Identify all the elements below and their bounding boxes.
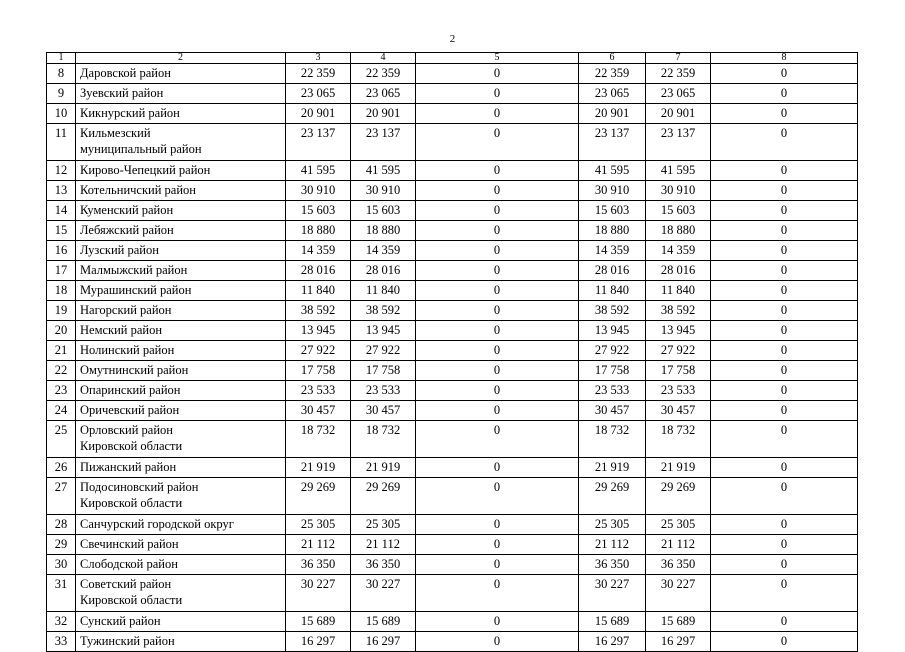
row-number-cell: 20 [47,321,76,341]
value-cell-col3: 23 137 [286,124,351,161]
value-cell-col8: 0 [711,104,858,124]
table-row [47,612,858,632]
row-number-cell: 27 [47,478,76,515]
value-cell-col7: 14 359 [646,241,711,261]
value-cell-col5: 0 [416,201,579,221]
value-cell-col5: 0 [416,124,579,161]
value-cell-col7: 11 840 [646,281,711,301]
table-row [47,632,858,652]
column-header: 1 [47,53,76,64]
value-cell-col8: 0 [711,515,858,535]
value-cell-col6: 30 227 [579,575,646,612]
value-cell-col8: 0 [711,64,858,84]
value-cell-col4: 14 359 [351,241,416,261]
value-cell-col3: 16 297 [286,632,351,652]
table-row [47,301,858,321]
value-cell-col8: 0 [711,535,858,555]
value-cell-col8: 0 [711,632,858,652]
district-name-cell: Санчурский городской округ [76,515,286,535]
column-header: 4 [351,53,416,64]
district-name-cell: Зуевский район [76,84,286,104]
value-cell-col6: 38 592 [579,301,646,321]
value-cell-col6: 25 305 [579,515,646,535]
table-row [47,201,858,221]
value-cell-col8: 0 [711,341,858,361]
district-name-cell: Советский район Кировской области [76,575,286,612]
value-cell-col3: 17 758 [286,361,351,381]
table-row [47,515,858,535]
district-name-cell: Даровской район [76,64,286,84]
row-number-cell: 21 [47,341,76,361]
district-name-cell: Опаринский район [76,381,286,401]
value-cell-col8: 0 [711,575,858,612]
district-name-cell: Кирово-Чепецкий район [76,161,286,181]
value-cell-col4: 15 603 [351,201,416,221]
value-cell-col4: 13 945 [351,321,416,341]
value-cell-col3: 23 065 [286,84,351,104]
column-header: 3 [286,53,351,64]
value-cell-col6: 17 758 [579,361,646,381]
value-cell-col8: 0 [711,478,858,515]
value-cell-col5: 0 [416,401,579,421]
value-cell-col5: 0 [416,321,579,341]
value-cell-col3: 11 840 [286,281,351,301]
row-number-cell: 28 [47,515,76,535]
column-header: 6 [579,53,646,64]
value-cell-col6: 30 457 [579,401,646,421]
value-cell-col5: 0 [416,301,579,321]
value-cell-col6: 21 919 [579,458,646,478]
value-cell-col5: 0 [416,478,579,515]
value-cell-col3: 28 016 [286,261,351,281]
value-cell-col3: 38 592 [286,301,351,321]
value-cell-col5: 0 [416,64,579,84]
value-cell-col8: 0 [711,612,858,632]
value-cell-col6: 22 359 [579,64,646,84]
row-number-cell: 29 [47,535,76,555]
value-cell-col6: 14 359 [579,241,646,261]
row-number-cell: 19 [47,301,76,321]
value-cell-col4: 21 919 [351,458,416,478]
table-row [47,321,858,341]
value-cell-col7: 22 359 [646,64,711,84]
value-cell-col3: 15 603 [286,201,351,221]
column-header: 8 [711,53,858,64]
value-cell-col5: 0 [416,341,579,361]
table-row [47,241,858,261]
value-cell-col7: 30 910 [646,181,711,201]
value-cell-col4: 23 065 [351,84,416,104]
value-cell-col5: 0 [416,421,579,458]
table-row [47,181,858,201]
value-cell-col3: 18 732 [286,421,351,458]
value-cell-col3: 21 112 [286,535,351,555]
page-number: 2 [449,33,456,45]
value-cell-col5: 0 [416,555,579,575]
table-row [47,478,858,515]
row-number-cell: 12 [47,161,76,181]
table-row [47,64,858,84]
value-cell-col8: 0 [711,161,858,181]
value-cell-col6: 27 922 [579,341,646,361]
value-cell-col4: 23 137 [351,124,416,161]
row-number-cell: 25 [47,421,76,458]
value-cell-col6: 21 112 [579,535,646,555]
allocation-table [46,52,858,652]
table-body [47,53,858,652]
table-row [47,341,858,361]
value-cell-col8: 0 [711,361,858,381]
row-number-cell: 14 [47,201,76,221]
value-cell-col3: 13 945 [286,321,351,341]
value-cell-col3: 21 919 [286,458,351,478]
value-cell-col3: 29 269 [286,478,351,515]
district-name-cell: Кикнурский район [76,104,286,124]
value-cell-col8: 0 [711,241,858,261]
value-cell-col6: 15 689 [579,612,646,632]
column-header: 7 [646,53,711,64]
row-number-cell: 13 [47,181,76,201]
value-cell-col7: 15 603 [646,201,711,221]
row-number-cell: 8 [47,64,76,84]
district-name-cell: Оричевский район [76,401,286,421]
table-row [47,124,858,161]
district-name-cell: Пижанский район [76,458,286,478]
table-row [47,421,858,458]
value-cell-col5: 0 [416,535,579,555]
table-row [47,401,858,421]
value-cell-col4: 18 732 [351,421,416,458]
value-cell-col7: 21 112 [646,535,711,555]
value-cell-col7: 23 065 [646,84,711,104]
value-cell-col8: 0 [711,555,858,575]
value-cell-col7: 30 457 [646,401,711,421]
value-cell-col7: 21 919 [646,458,711,478]
value-cell-col4: 38 592 [351,301,416,321]
value-cell-col5: 0 [416,458,579,478]
value-cell-col3: 30 910 [286,181,351,201]
value-cell-col3: 23 533 [286,381,351,401]
value-cell-col4: 11 840 [351,281,416,301]
value-cell-col6: 18 880 [579,221,646,241]
value-cell-col4: 23 533 [351,381,416,401]
value-cell-col7: 38 592 [646,301,711,321]
value-cell-col7: 30 227 [646,575,711,612]
value-cell-col8: 0 [711,181,858,201]
district-name-cell: Нагорский район [76,301,286,321]
value-cell-col7: 18 732 [646,421,711,458]
row-number-cell: 16 [47,241,76,261]
value-cell-col8: 0 [711,84,858,104]
value-cell-col4: 17 758 [351,361,416,381]
table-row [47,261,858,281]
value-cell-col3: 30 457 [286,401,351,421]
value-cell-col8: 0 [711,281,858,301]
district-name-cell: Тужинский район [76,632,286,652]
value-cell-col6: 36 350 [579,555,646,575]
value-cell-col3: 36 350 [286,555,351,575]
district-name-cell: Куменский район [76,201,286,221]
district-name-cell: Малмыжский район [76,261,286,281]
row-number-cell: 18 [47,281,76,301]
value-cell-col5: 0 [416,261,579,281]
district-name-cell: Кильмезский муниципальный район [76,124,286,161]
value-cell-col4: 22 359 [351,64,416,84]
value-cell-col5: 0 [416,361,579,381]
value-cell-col5: 0 [416,632,579,652]
value-cell-col8: 0 [711,301,858,321]
column-header-row [47,53,858,64]
value-cell-col8: 0 [711,381,858,401]
row-number-cell: 26 [47,458,76,478]
value-cell-col6: 11 840 [579,281,646,301]
value-cell-col4: 21 112 [351,535,416,555]
value-cell-col3: 15 689 [286,612,351,632]
value-cell-col5: 0 [416,381,579,401]
table-row [47,161,858,181]
value-cell-col6: 16 297 [579,632,646,652]
district-name-cell: Подосиновский район Кировской области [76,478,286,515]
value-cell-col8: 0 [711,261,858,281]
value-cell-col5: 0 [416,241,579,261]
column-header: 2 [76,53,286,64]
value-cell-col7: 13 945 [646,321,711,341]
value-cell-col5: 0 [416,181,579,201]
value-cell-col3: 18 880 [286,221,351,241]
value-cell-col8: 0 [711,401,858,421]
row-number-cell: 32 [47,612,76,632]
value-cell-col7: 29 269 [646,478,711,515]
value-cell-col8: 0 [711,421,858,458]
value-cell-col7: 18 880 [646,221,711,241]
value-cell-col6: 30 910 [579,181,646,201]
value-cell-col3: 22 359 [286,64,351,84]
value-cell-col8: 0 [711,124,858,161]
value-cell-col3: 27 922 [286,341,351,361]
value-cell-col7: 17 758 [646,361,711,381]
column-header: 5 [416,53,579,64]
value-cell-col4: 30 227 [351,575,416,612]
value-cell-col4: 18 880 [351,221,416,241]
value-cell-col7: 15 689 [646,612,711,632]
table-row [47,555,858,575]
district-name-cell: Орловский район Кировской области [76,421,286,458]
value-cell-col6: 23 533 [579,381,646,401]
district-name-cell: Лузский район [76,241,286,261]
table-row [47,535,858,555]
row-number-cell: 30 [47,555,76,575]
value-cell-col6: 41 595 [579,161,646,181]
value-cell-col7: 41 595 [646,161,711,181]
value-cell-col8: 0 [711,458,858,478]
row-number-cell: 33 [47,632,76,652]
district-name-cell: Нолинский район [76,341,286,361]
value-cell-col5: 0 [416,612,579,632]
value-cell-col6: 23 137 [579,124,646,161]
value-cell-col5: 0 [416,104,579,124]
value-cell-col4: 28 016 [351,261,416,281]
value-cell-col7: 16 297 [646,632,711,652]
value-cell-col4: 29 269 [351,478,416,515]
value-cell-col4: 30 457 [351,401,416,421]
table-row [47,221,858,241]
value-cell-col7: 27 922 [646,341,711,361]
value-cell-col6: 18 732 [579,421,646,458]
row-number-cell: 22 [47,361,76,381]
row-number-cell: 15 [47,221,76,241]
value-cell-col8: 0 [711,321,858,341]
district-name-cell: Котельничский район [76,181,286,201]
row-number-cell: 23 [47,381,76,401]
row-number-cell: 31 [47,575,76,612]
table-row [47,381,858,401]
district-name-cell: Свечинский район [76,535,286,555]
value-cell-col6: 13 945 [579,321,646,341]
value-cell-col8: 0 [711,221,858,241]
table-row [47,575,858,612]
district-name-cell: Слободской район [76,555,286,575]
row-number-cell: 10 [47,104,76,124]
value-cell-col4: 25 305 [351,515,416,535]
value-cell-col5: 0 [416,575,579,612]
value-cell-col4: 20 901 [351,104,416,124]
value-cell-col3: 25 305 [286,515,351,535]
value-cell-col7: 23 533 [646,381,711,401]
value-cell-col6: 15 603 [579,201,646,221]
value-cell-col4: 36 350 [351,555,416,575]
value-cell-col6: 29 269 [579,478,646,515]
value-cell-col6: 28 016 [579,261,646,281]
value-cell-col5: 0 [416,84,579,104]
district-name-cell: Сунский район [76,612,286,632]
value-cell-col3: 20 901 [286,104,351,124]
value-cell-col4: 30 910 [351,181,416,201]
value-cell-col7: 36 350 [646,555,711,575]
value-cell-col5: 0 [416,161,579,181]
value-cell-col6: 23 065 [579,84,646,104]
row-number-cell: 17 [47,261,76,281]
value-cell-col5: 0 [416,515,579,535]
table-row [47,84,858,104]
value-cell-col7: 28 016 [646,261,711,281]
district-name-cell: Лебяжский район [76,221,286,241]
table-row [47,458,858,478]
table-row [47,361,858,381]
value-cell-col4: 41 595 [351,161,416,181]
value-cell-col4: 16 297 [351,632,416,652]
value-cell-col7: 23 137 [646,124,711,161]
row-number-cell: 24 [47,401,76,421]
value-cell-col3: 14 359 [286,241,351,261]
row-number-cell: 9 [47,84,76,104]
value-cell-col4: 27 922 [351,341,416,361]
value-cell-col3: 41 595 [286,161,351,181]
district-name-cell: Мурашинский район [76,281,286,301]
value-cell-col5: 0 [416,221,579,241]
value-cell-col7: 25 305 [646,515,711,535]
table-row [47,281,858,301]
value-cell-col6: 20 901 [579,104,646,124]
row-number-cell: 11 [47,124,76,161]
value-cell-col5: 0 [416,281,579,301]
value-cell-col7: 20 901 [646,104,711,124]
district-name-cell: Немский район [76,321,286,341]
value-cell-col3: 30 227 [286,575,351,612]
table-row [47,104,858,124]
district-name-cell: Омутнинский район [76,361,286,381]
value-cell-col4: 15 689 [351,612,416,632]
value-cell-col8: 0 [711,201,858,221]
